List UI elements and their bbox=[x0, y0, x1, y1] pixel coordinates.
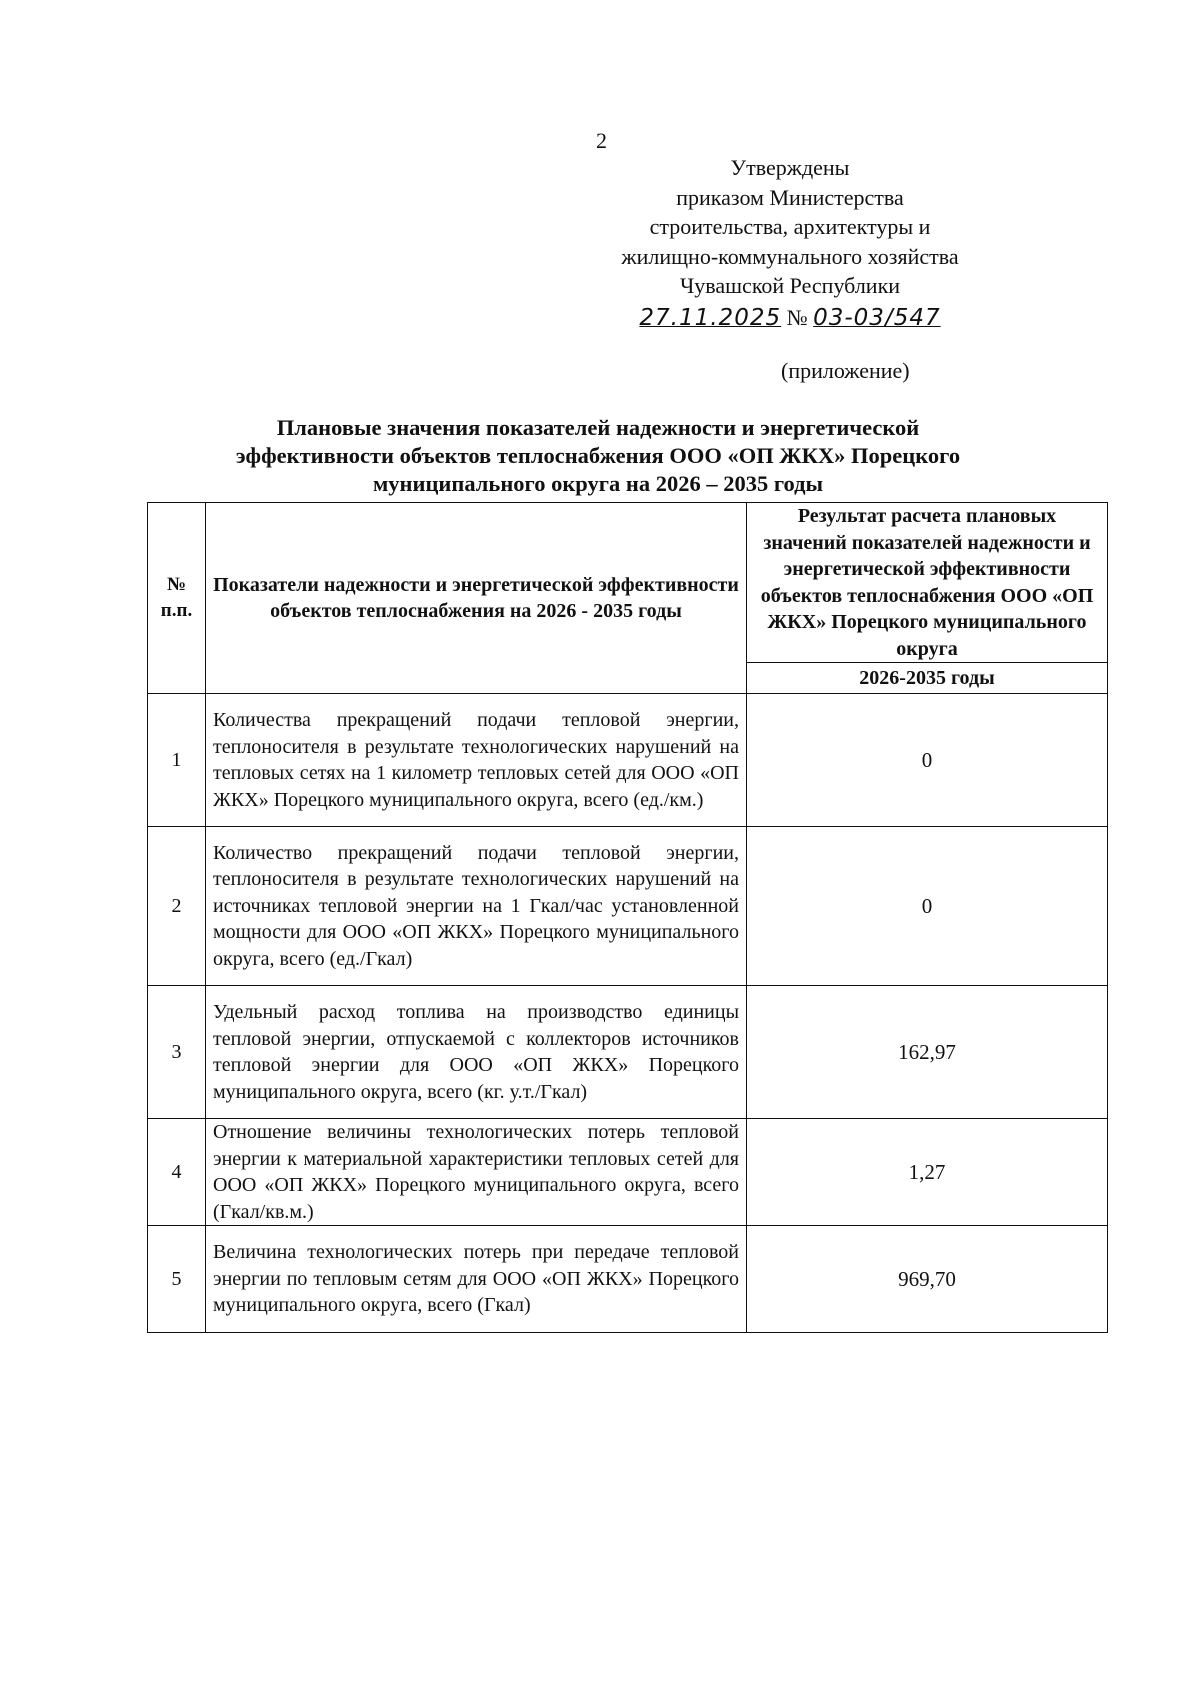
indicators-table bbox=[147, 502, 1108, 1333]
approval-line: Утверждены bbox=[730, 155, 850, 180]
approval-line: строительства, архитектуры и bbox=[649, 214, 931, 239]
page-number: 2 bbox=[596, 128, 607, 153]
row-indicator: Удельный расход топлива на производство единицы тепловой энергии, отпускаемой с коллекторов источников тепловой энергии для ООО «ОП ЖКХ» Порецкого муниципального округа, всего (кг. у.т./Гкал) bbox=[206, 986, 747, 1119]
row-value: 0 bbox=[747, 694, 1108, 827]
row-number: 1 bbox=[148, 694, 206, 827]
table-row bbox=[148, 1226, 1108, 1333]
row-indicator: Количества прекращений подачи тепловой энергии, теплоносителя в результате технологических нарушений на тепловых сетях на 1 километр тепловых сетей для ООО «ОП ЖКХ» Порецкого муниципального округа, всего (ед./км.) bbox=[206, 694, 747, 827]
row-number: 5 bbox=[148, 1226, 206, 1333]
document-title bbox=[178, 414, 1018, 498]
table-row bbox=[148, 986, 1108, 1119]
row-value: 969,70 bbox=[747, 1226, 1108, 1333]
appendix-label: (приложение) bbox=[781, 358, 910, 383]
table-row bbox=[148, 1119, 1108, 1226]
row-indicator: Отношение величины технологических потерь тепловой энергии к материальной характеристики тепловых сетей для ООО «ОП ЖКХ» Порецкого муниципального округа, всего (Гкал/кв.м.) bbox=[206, 1119, 747, 1226]
header-period: 2026-2035 годы bbox=[747, 663, 1108, 694]
order-date-number bbox=[600, 303, 980, 334]
approval-line: Чувашской Республики bbox=[679, 273, 901, 298]
row-number: 4 bbox=[148, 1119, 206, 1226]
table-row bbox=[148, 827, 1108, 986]
row-number: 2 bbox=[148, 827, 206, 986]
table-row bbox=[148, 694, 1108, 827]
row-number: 3 bbox=[148, 986, 206, 1119]
row-indicator: Количество прекращений подачи тепловой энергии, теплоносителя в результате технологических нарушений на источниках тепловой энергии на 1 Гкал/час установленной мощности для ООО «ОП ЖКХ» Порецкого муниципального округа, всего (ед./Гкал) bbox=[206, 827, 747, 986]
title-line: Плановые значения показателей надежности и энергетической bbox=[276, 415, 920, 440]
approval-line: приказом Министерства bbox=[676, 184, 904, 210]
handwritten-order-number: 03-03/547 bbox=[813, 304, 941, 331]
number-sign: № bbox=[786, 304, 808, 330]
title-line: муниципального округа на 2026 – 2035 годы bbox=[372, 471, 824, 496]
title-line: эффективности объектов теплоснабжения ООО «ОП ЖКХ» Порецкого bbox=[235, 443, 961, 468]
header-indicator: Показатели надежности и энергетической эффективности объектов теплоснабжения на 2026 - 2035 годы bbox=[206, 503, 747, 694]
header-result: Результат расчета плановых значений показателей надежности и энергетической эффективности объектов теплоснабжения ООО «ОП ЖКХ» Порецкого муниципального округа bbox=[747, 503, 1108, 663]
row-indicator: Величина технологических потерь при передаче тепловой энергии по тепловым сетям для ООО «ОП ЖКХ» Порецкого муниципального округа, всего (Гкал) bbox=[206, 1226, 747, 1333]
row-value: 0 bbox=[747, 827, 1108, 986]
approval-line: жилищно-коммунального хозяйства bbox=[621, 243, 959, 269]
header-number: № п.п. bbox=[148, 503, 206, 694]
handwritten-order-date: 27.11.2025 bbox=[639, 304, 782, 331]
row-value: 1,27 bbox=[747, 1119, 1108, 1226]
row-value: 162,97 bbox=[747, 986, 1108, 1119]
approval-block bbox=[600, 153, 980, 333]
